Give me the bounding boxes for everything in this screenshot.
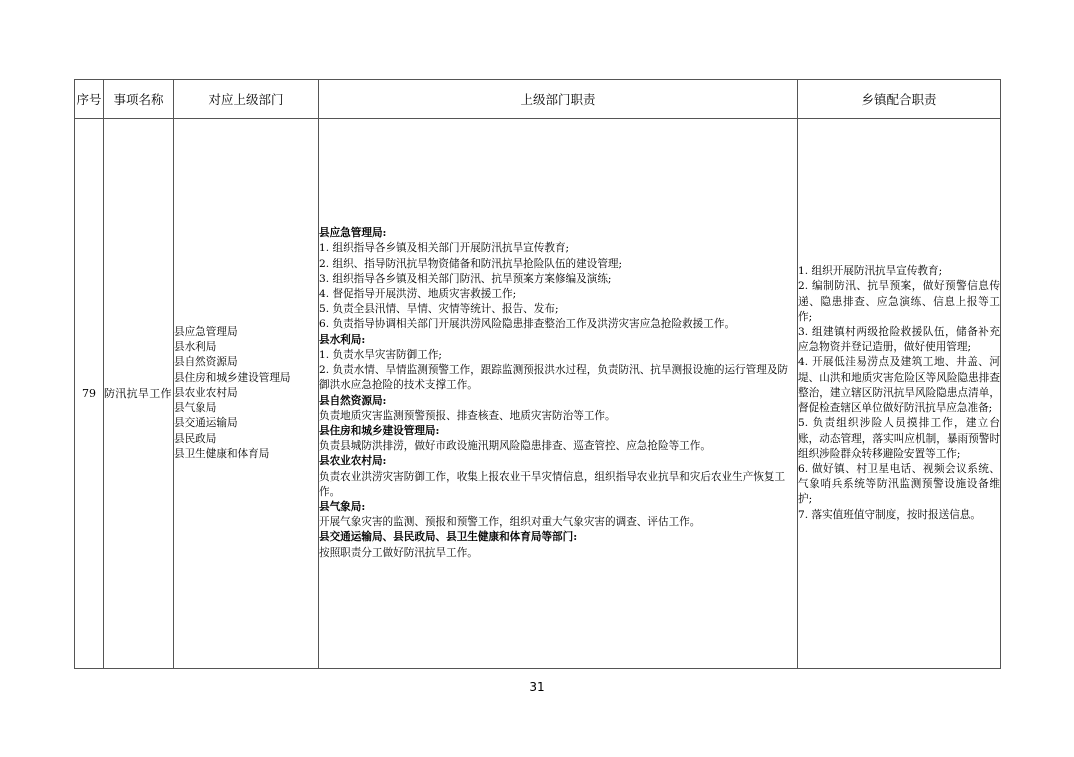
department-item: 县民政局 <box>174 432 217 445</box>
header-item-name: 事项名称 <box>104 80 174 119</box>
upper-duties-cell <box>319 119 798 669</box>
duty-item: 1. 负责水旱灾害防御工作; <box>319 348 442 361</box>
township-duty-item: 5. 负责组织涉险人员摸排工作，建立台账，动态管理，落实叫应机制，暴雨预警时组织涉险群众转移避险安置等工作; <box>798 417 1000 460</box>
header-upper-duties: 上级部门职责 <box>319 80 798 119</box>
duty-item: 4. 督促指导开展洪涝、地质灾害救援工作; <box>319 288 517 301</box>
duty-item: 负责农业洪涝灾害防御工作，收集上报农业干旱灾情信息，组织指导农业抗旱和灾后农业生产恢复工作。 <box>319 470 786 498</box>
department-list <box>174 325 318 462</box>
duty-item: 按照职责分工做好防汛抗旱工作。 <box>319 546 478 559</box>
department-item: 县气象局 <box>174 402 217 415</box>
serial-cell <box>75 119 104 669</box>
department-list-cell <box>174 119 319 669</box>
township-duty-item: 6. 做好镇、村卫星电话、视频会议系统、气象哨兵系统等防汛监测预警设施设备维护; <box>798 462 1000 506</box>
township-duties-cell <box>798 119 1001 669</box>
agency-heading: 县农业农村局: <box>319 455 387 468</box>
department-item: 县自然资源局 <box>174 356 238 369</box>
department-item: 县卫生健康和体育局 <box>174 447 270 460</box>
upper-duties-list <box>319 226 797 560</box>
item-name: 防汛抗旱工作 <box>104 387 172 400</box>
township-duty-item: 1. 组织开展防汛抗旱宣传教育; <box>798 265 943 278</box>
table-row <box>75 119 1001 669</box>
duty-item: 5. 负责全县汛情、旱情、灾情等统计、报告、发布; <box>319 303 559 316</box>
agency-heading: 县交通运输局、县民政局、县卫生健康和体育局等部门: <box>319 531 578 544</box>
department-item: 县应急管理局 <box>174 326 238 339</box>
township-duty-item: 3. 组建镇村两级抢险救援队伍，储备补充应急物资并登记造册，做好使用管理; <box>798 326 1000 354</box>
agency-heading: 县自然资源局: <box>319 394 387 407</box>
township-duties-list <box>798 264 1000 522</box>
agency-heading: 县水利局: <box>319 333 366 346</box>
department-item: 县交通运输局 <box>174 417 238 430</box>
duty-table <box>74 79 1001 669</box>
department-item: 县住房和城乡建设管理局 <box>174 371 291 384</box>
duty-item: 1. 组织指导各乡镇及相关部门开展防汛抗旱宣传教育; <box>319 242 570 255</box>
item-name-cell <box>104 119 174 669</box>
agency-heading: 县气象局: <box>319 500 366 513</box>
township-duty-item: 7. 落实值班值守制度，按时报送信息。 <box>798 508 981 521</box>
duty-item: 3. 组织指导各乡镇及相关部门防汛、抗旱预案方案修编及演练; <box>319 272 612 285</box>
duty-item: 2. 组织、指导防汛抗旱物资储备和防汛抗旱抢险队伍的建设管理; <box>319 257 623 270</box>
township-duty-item: 4. 开展低洼易涝点及建筑工地、井盖、河堤、山洪和地质灾害危险区等风险隐患排查整治，建立辖区防汛抗旱风险隐患点清单，督促检查辖区单位做好防汛抗旱应急准备; <box>798 356 1000 415</box>
duty-item: 6. 负责指导协调相关部门开展洪涝风险隐患排查整治工作及洪涝灾害应急抢险救援工作。 <box>319 318 736 331</box>
agency-heading: 县应急管理局: <box>319 227 387 240</box>
duty-item: 负责地质灾害监测预警预报、排查核查、地质灾害防治等工作。 <box>319 409 616 422</box>
duty-item: 2. 负责水情、旱情监测预警工作，跟踪监测预报洪水过程，负责防汛、抗旱测报设施的运行管理及防御洪水应急抢险的技术支撑工作。 <box>319 364 789 392</box>
department-item: 县水利局 <box>174 341 217 354</box>
header-township-duties: 乡镇配合职责 <box>798 80 1001 119</box>
duty-item: 负责县城防洪排涝，做好市政设施汛期风险隐患排查、巡查管控、应急抢险等工作。 <box>319 440 711 453</box>
header-row <box>75 80 1001 119</box>
page-number: 31 <box>529 680 545 694</box>
header-serial: 序号 <box>75 80 104 119</box>
township-duty-item: 2. 编制防汛、抗旱预案，做好预警信息传递、隐患排查、应急演练、信息上报等工作; <box>798 280 1000 323</box>
header-upper-department: 对应上级部门 <box>174 80 319 119</box>
duty-item: 开展气象灾害的监测、预报和预警工作，组织对重大气象灾害的调查、评估工作。 <box>319 516 701 529</box>
serial-number: 79 <box>82 387 96 400</box>
department-item: 县农业农村局 <box>174 386 238 399</box>
agency-heading: 县住房和城乡建设管理局: <box>319 424 440 437</box>
